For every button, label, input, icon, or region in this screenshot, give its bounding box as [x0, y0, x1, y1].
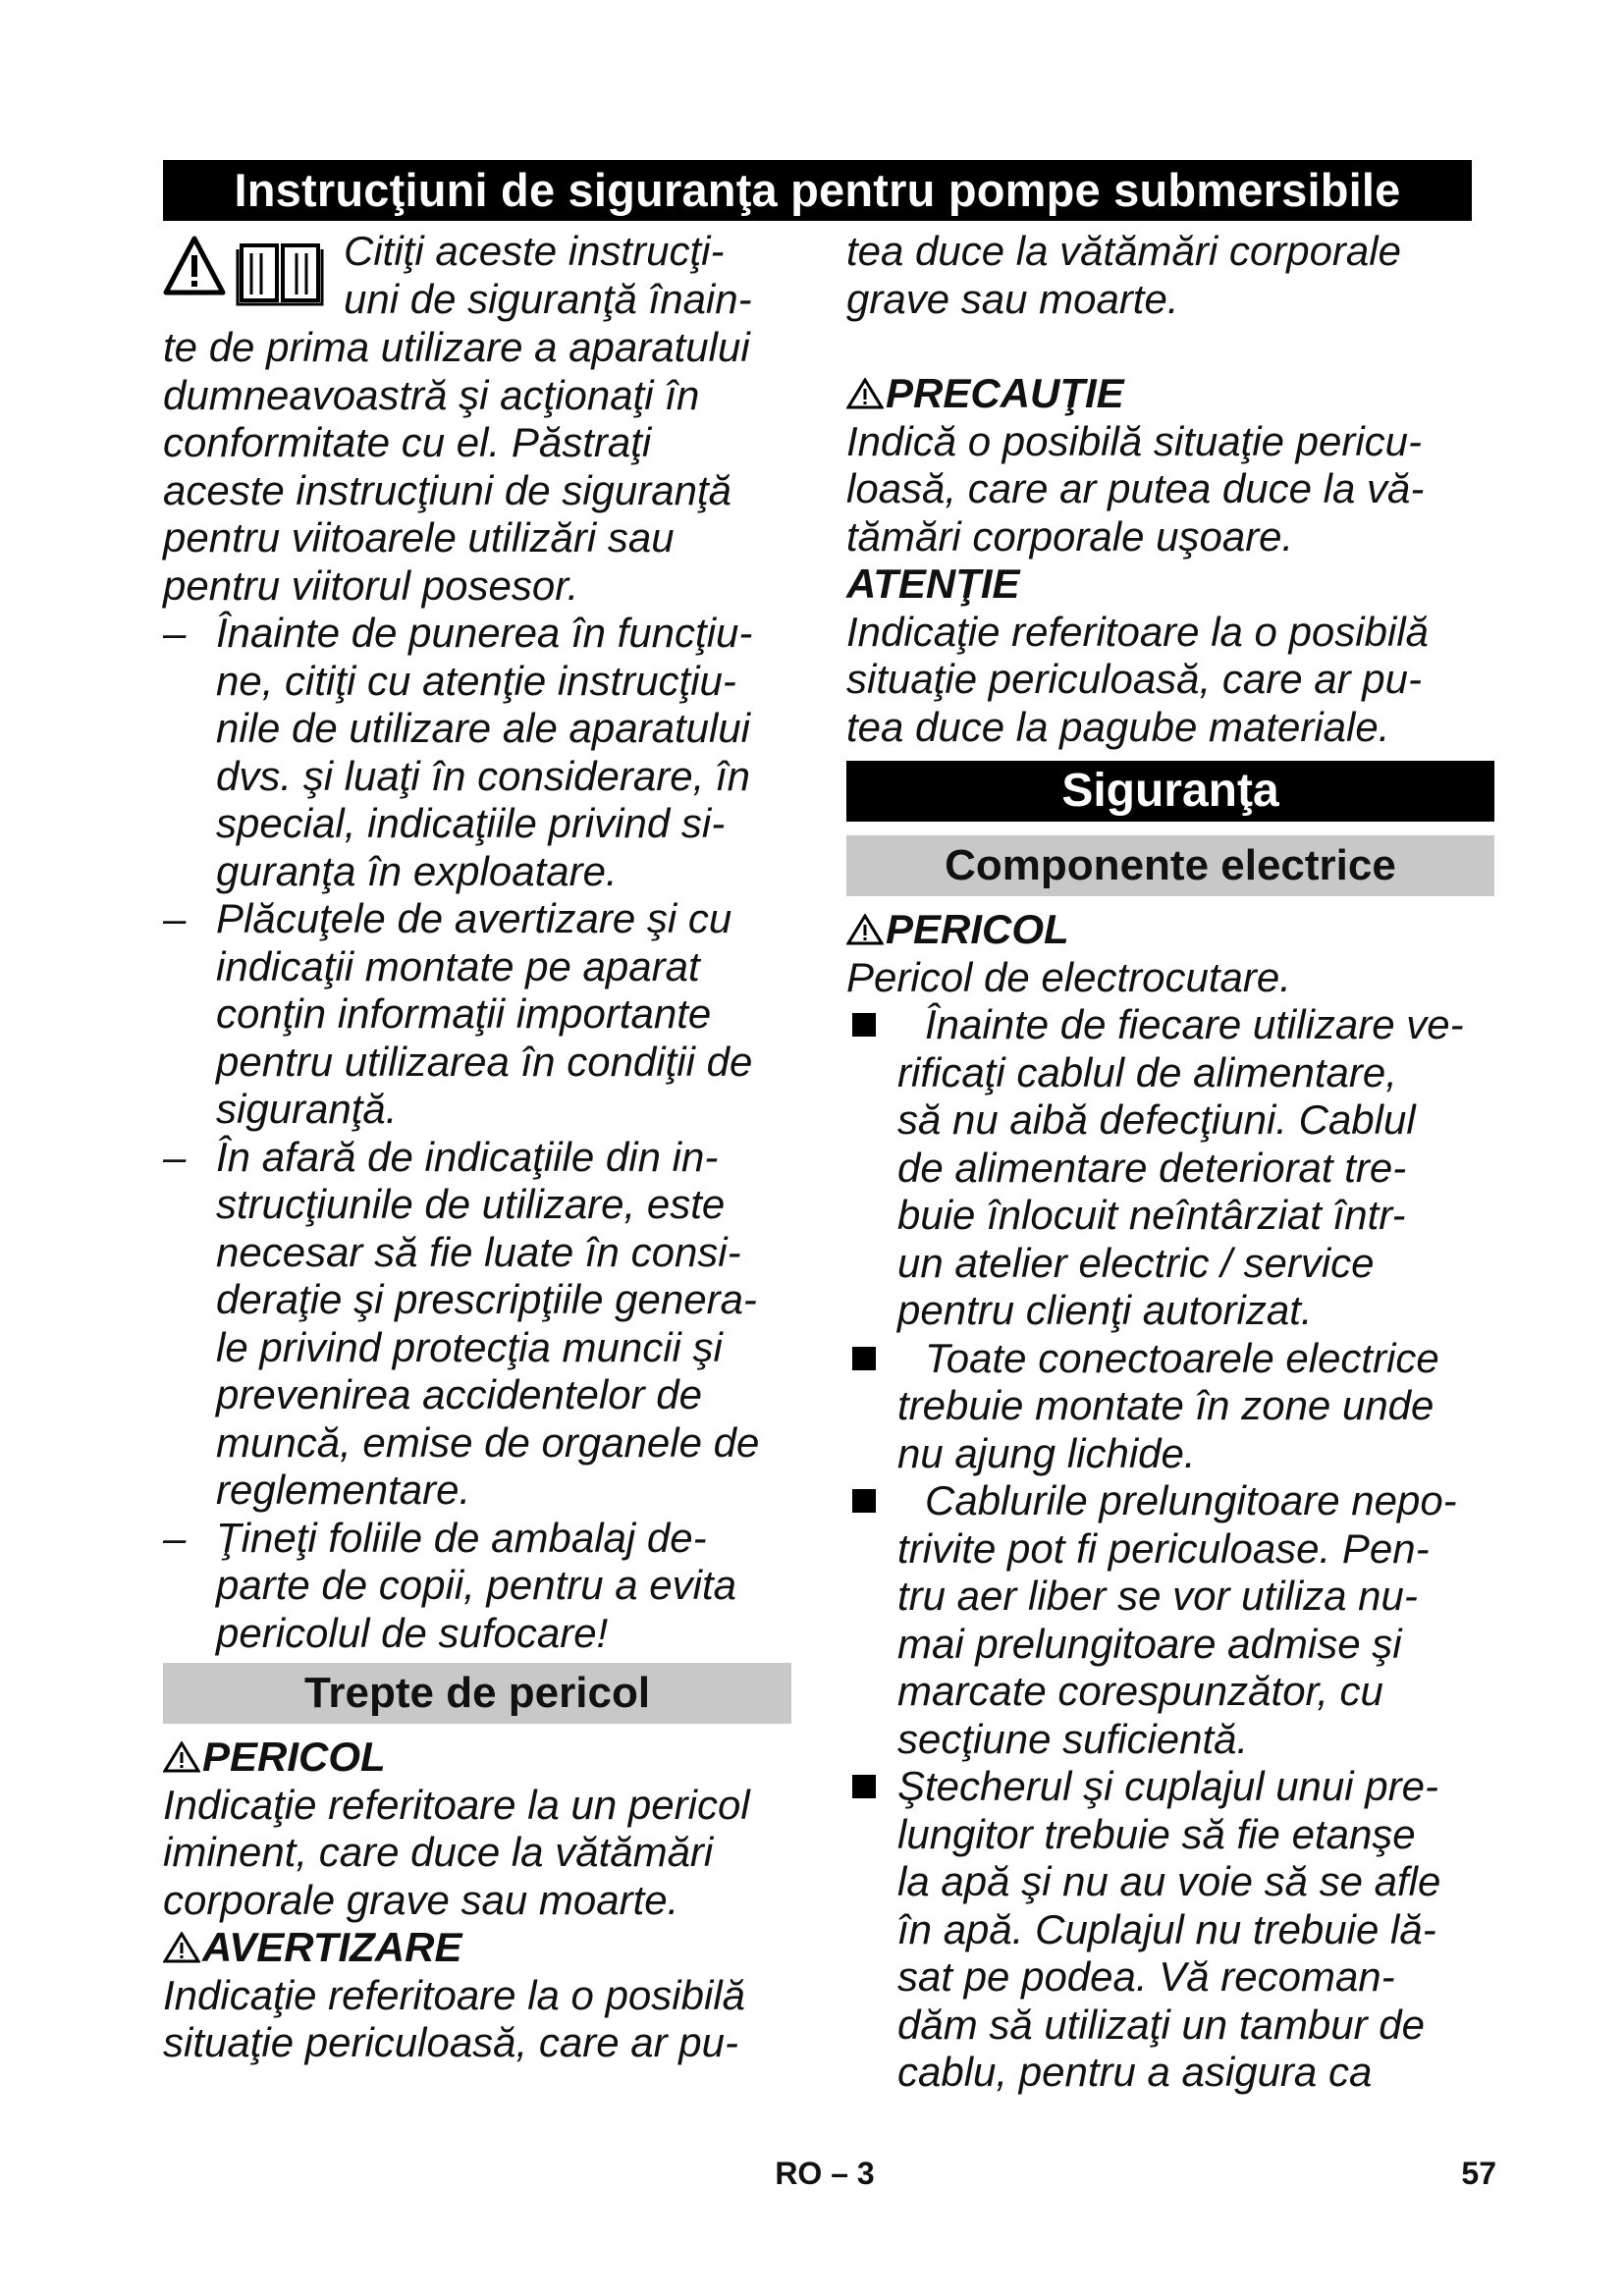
right-column — [846, 228, 1494, 2097]
square-bullet-icon — [852, 1489, 876, 1513]
text-line: Înainte de fiecare utilizare ve- — [925, 1001, 1464, 1047]
text-line: pentru viitoarele utilizări sau — [163, 514, 675, 561]
intro-first-lines — [344, 228, 791, 324]
warning-triangle-icon — [163, 1741, 200, 1773]
text-line: Pericol de electrocutare. — [846, 953, 1291, 1000]
dash-list-item — [163, 1134, 791, 1515]
text-line: indicaţii montate pe aparat — [216, 942, 700, 989]
text-line: dumneavoastră şi acţionaţi în — [163, 371, 700, 418]
text-line: deraţie şi prescripţiile genera- — [216, 1276, 757, 1322]
intro-paragraph — [163, 324, 791, 610]
precautie-label — [846, 370, 1494, 418]
text-line: Toate conectoarele electrice — [925, 1334, 1439, 1381]
text-line: aceste instrucţiuni de siguranţă — [163, 466, 731, 513]
text-line: pericolul de sufocare! — [216, 1609, 609, 1656]
text-line: grave sau moarte. — [846, 275, 1179, 322]
text-line: Ţineţi foliile de ambalaj de- — [216, 1514, 707, 1561]
text-line: lungitor trebuie să fie etanşe — [897, 1810, 1416, 1857]
text-line: iminent, care duce la vătămări — [163, 1829, 714, 1875]
bullet-item — [846, 1477, 1494, 1763]
text-line: pentru viitorul posesor. — [163, 561, 579, 609]
pericol-label — [163, 1734, 791, 1782]
text-line: trebuie montate în zone unde — [897, 1382, 1435, 1428]
dash-marker: – — [163, 895, 187, 941]
dash-list-item — [163, 895, 791, 1134]
avertizare-label — [163, 1924, 791, 1972]
square-bullet-icon — [852, 1013, 876, 1037]
pericol-label-text: PERICOL — [202, 1734, 386, 1780]
text-line: Indicaţie referitoare la o posibilă — [846, 608, 1430, 655]
avertizare-continuation — [846, 228, 1494, 323]
text-line: de alimentare deteriorat tre- — [897, 1144, 1407, 1191]
text-line: dăm să utilizaţi un tambur de — [897, 2001, 1425, 2048]
text-line: tru aer liber se vor utiliza nu- — [897, 1573, 1418, 1619]
manual-book-icon — [236, 236, 324, 306]
text-line: loasă, care ar putea duce la vă- — [846, 465, 1425, 511]
text-line: Cablurile prelungitoare nepo- — [925, 1477, 1457, 1523]
text-line: să nu aibă defecţiuni. Cablul — [897, 1096, 1416, 1143]
warning-triangle-icon — [846, 914, 884, 945]
atentie-description — [846, 609, 1494, 752]
text-line: le privind protecţia muncii şi — [216, 1323, 723, 1370]
text-line: strucţiunile de utilizare, este — [216, 1181, 726, 1227]
text-line: tea duce la pagube materiale. — [846, 703, 1390, 750]
text-line: marcate corespunzător, cu — [897, 1668, 1383, 1714]
text-line: Ştecherul şi cuplajul unui pre- — [897, 1763, 1438, 1809]
text-line: situaţie periculoasă, care ar pu- — [846, 656, 1422, 702]
dash-marker: – — [163, 1514, 187, 1561]
text-line: la apă şi nu au voie să se afle — [897, 1858, 1441, 1904]
spacer — [846, 323, 1494, 370]
text-line: reglementare. — [216, 1467, 471, 1513]
pericol-description — [846, 954, 1494, 1002]
text-line: situaţie periculoasă, care ar pu- — [163, 2019, 738, 2065]
text-line: În afară de indicaţiile din in- — [216, 1133, 719, 1180]
atentie-label: ATENŢIE — [846, 561, 1020, 607]
text-line: Înainte de punerea în funcţiu- — [216, 610, 753, 656]
text-line: rificaţi cablul de alimentare, — [897, 1048, 1397, 1095]
electric-components-heading: Componente electrice — [846, 835, 1494, 896]
text-line: special, indicaţiile privind si- — [216, 800, 726, 846]
precautie-label-text: PRECAUŢIE — [886, 370, 1124, 416]
pericol-label-text: PERICOL — [886, 906, 1069, 952]
text-line: Indicaţie referitoare la un pericol — [163, 1781, 750, 1828]
text-line: corporale grave sau moarte. — [163, 1876, 679, 1923]
text-line: Indicaţie referitoare la o posibilă — [163, 1971, 746, 2018]
text-line: dvs. şi luaţi în considerare, în — [216, 752, 750, 799]
text-line: necesar să fie luate în consi- — [216, 1228, 741, 1275]
text-line: mai prelungitoare admise şi — [897, 1620, 1402, 1667]
text-line: te de prima utilizare a aparatului — [163, 324, 750, 370]
text-line: muncă, emise de organele de — [216, 1418, 760, 1466]
intro-block — [163, 228, 791, 324]
text-line: ne, citiţi cu atenţie instrucţiu- — [216, 657, 736, 704]
text-line: conformitate cu el. Păstraţi — [163, 419, 652, 465]
dash-marker: – — [163, 610, 187, 656]
text-line: tămări corporale uşoare. — [846, 512, 1294, 560]
text-line: în apă. Cuplajul nu trebuie lă- — [897, 1905, 1436, 1952]
warning-triangle-icon — [163, 236, 226, 296]
text-line: Citiţi aceste instrucţi- — [344, 228, 725, 274]
avertizare-description — [163, 1972, 791, 2067]
text-line: prevenirea accidentelor de — [216, 1371, 702, 1417]
hazard-levels-heading: Trepte de pericol — [163, 1663, 791, 1724]
pericol-description — [163, 1782, 791, 1925]
page-number: 57 — [1461, 2156, 1496, 2191]
text-line: sat pe podea. Vă recoman- — [897, 1953, 1395, 2000]
warning-triangle-icon — [163, 1932, 200, 1963]
safety-heading: Siguranţa — [846, 761, 1494, 822]
precautie-description — [846, 418, 1494, 561]
warning-triangle-icon — [846, 378, 884, 409]
text-line: pentru utilizarea în condiţii de — [216, 1038, 753, 1085]
square-bullet-icon — [852, 1775, 876, 1798]
text-line: secţiune suficientă. — [897, 1715, 1249, 1762]
dash-list-item — [163, 1515, 791, 1658]
dash-marker: – — [163, 1133, 187, 1180]
avertizare-label-text: AVERTIZARE — [202, 1924, 462, 1970]
text-line: pentru clienţi autorizat. — [897, 1287, 1313, 1333]
text-line: trivite pot fi periculoase. Pen- — [897, 1524, 1430, 1572]
text-line: conţin informaţii importante — [216, 990, 712, 1037]
footer-section-label: RO – 3 — [775, 2156, 875, 2191]
square-bullet-icon — [852, 1347, 876, 1370]
text-line: buie înlocuit neîntârziat într- — [897, 1192, 1406, 1238]
page-title: Instrucţiuni de siguranţa pentru pompe submersibile — [163, 160, 1472, 221]
text-line: nu ajung lichide. — [897, 1429, 1196, 1476]
text-line: parte de copii, pentru a evita — [216, 1562, 737, 1608]
text-line: siguranţă. — [216, 1086, 398, 1132]
pericol-label — [846, 906, 1494, 954]
text-line: guranţa în exploatare. — [216, 847, 618, 894]
text-line: Plăcuţele de avertizare şi cu — [216, 895, 732, 941]
text-line: tea duce la vătămări corporale — [846, 228, 1401, 274]
left-column — [163, 228, 791, 2067]
text-line: un atelier electric / service — [897, 1239, 1375, 1286]
intro-icons — [163, 228, 344, 324]
dash-list-item — [163, 610, 791, 895]
text-line: cablu, pentru a asigura ca — [897, 2049, 1373, 2095]
text-line: nile de utilizare ale aparatului — [216, 705, 751, 751]
bullet-item — [846, 1763, 1494, 2097]
bullet-item — [846, 1335, 1494, 1478]
text-line: Indică o posibilă situaţie pericu- — [846, 417, 1422, 464]
text-line: uni de siguranţă înain- — [344, 275, 752, 322]
bullet-item — [846, 1001, 1494, 1335]
